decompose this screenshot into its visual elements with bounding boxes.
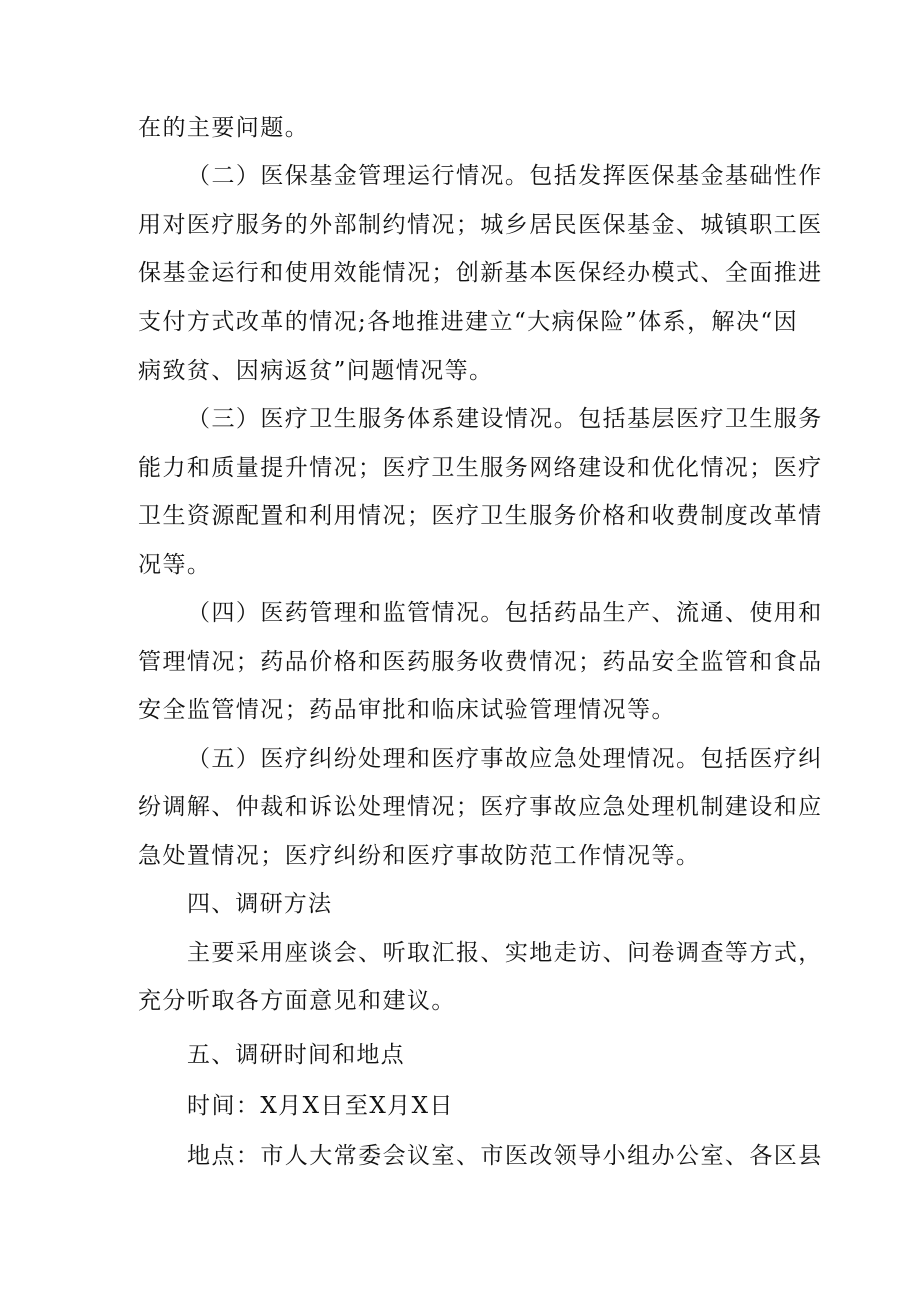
text-line-13: 安全监管情况；药品审批和临床试验管理情况等。 [138,697,676,723]
text-line-10: 况等。 [138,552,212,578]
text-line-4: 保基金运行和使用效能情况；创新基本医保经办模式、全面推进 [138,260,823,286]
section-heading-time-place: 五、调研时间和地点 [187,1042,405,1068]
text-line-18: 主要采用座谈会、听取汇报、实地走访、问卷调查等方式， [187,940,823,966]
text-line-8: 能力和质量提升情况；医疗卫生服务网络建设和优化情况；医疗 [138,455,823,481]
text-line-3: 用对医疗服务的外部制约情况；城乡居民医保基金、城镇职工医 [138,212,823,238]
text-line-1: 在的主要问题。 [138,115,310,141]
time-line: 时间：X月X日至X月X日 [187,1093,454,1119]
place-line: 地点：市人大常委会议室、市医改领导小组办公室、各区县 [187,1143,823,1169]
text-line-12: 管理情况；药品价格和医药服务收费情况；药品安全监管和食品 [138,649,823,675]
text-line-15: 纷调解、仲裁和诉讼处理情况；医疗事故应急处理机制建设和应 [138,794,823,820]
section-five-heading-line: （五）医疗纠纷处理和医疗事故应急处理情况。包括医疗纠 [187,746,823,772]
text-line-5: 支付方式改革的情况;各地推进建立“大病保险”体系，解决“因 [138,309,799,335]
text-line-19: 充分听取各方面意见和建议。 [138,988,456,1014]
section-two-heading-line: （二）医保基金管理运行情况。包括发挥医保基金基础性作 [187,163,823,189]
section-four-heading-line: （四）医药管理和监管情况。包括药品生产、流通、使用和 [187,600,823,626]
text-line-16: 急处置情况；医疗纠纷和医疗事故防范工作情况等。 [138,843,701,869]
section-three-heading-line: （三）医疗卫生服务体系建设情况。包括基层医疗卫生服务 [187,406,823,432]
text-line-9: 卫生资源配置和利用情况；医疗卫生服务价格和收费制度改革情 [138,503,823,529]
text-line-6: 病致贫、因病返贫”问题情况等。 [138,358,494,384]
section-heading-methods: 四、调研方法 [187,891,333,917]
